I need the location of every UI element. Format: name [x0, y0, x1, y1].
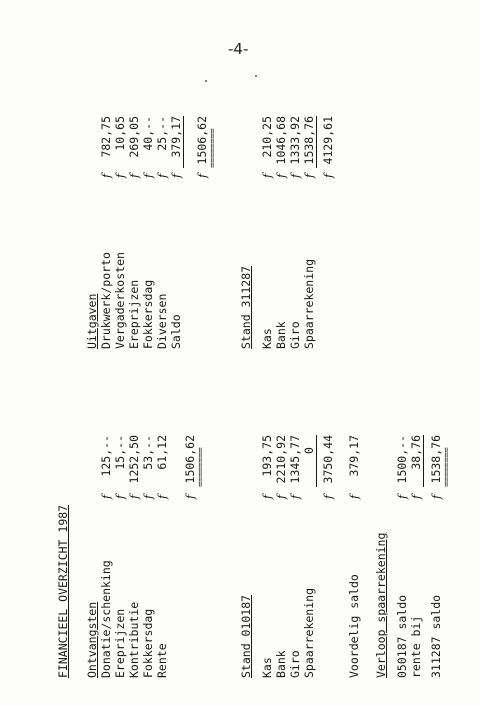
stand-start-amount: 2210,92 — [274, 435, 288, 484]
income-amount: 125,-- — [99, 435, 113, 477]
subtotal-rule — [183, 116, 184, 168]
stand-end-total: 4129,61 — [321, 116, 335, 165]
currency-symbol: f — [260, 494, 274, 499]
stand-start-label: Bank — [274, 650, 288, 678]
subtotal-rule — [423, 435, 424, 487]
income-row-label: Fokkersdag — [141, 608, 155, 678]
currency-symbol: f — [127, 173, 141, 178]
stand-end-label: Bank — [274, 321, 288, 349]
expense-row-label: Fokkersdag — [141, 279, 155, 349]
stand-start-amount: 1345,77 — [288, 435, 302, 484]
double-rule: ======== — [442, 447, 452, 487]
stand-start-heading: Stand 010187 — [239, 594, 253, 678]
expense-amount: 25,-- — [155, 116, 169, 151]
stand-end-label: Kas — [260, 328, 274, 349]
stand-start-amount: 193,75 — [260, 435, 274, 477]
savings-final-amount: 1538,76 — [429, 435, 443, 484]
income-amount: 15,-- — [113, 435, 127, 470]
currency-symbol: f — [321, 173, 335, 178]
currency-symbol: f — [141, 494, 155, 499]
currency-symbol: f — [99, 173, 113, 178]
income-row-label: Ereprijzen — [113, 608, 127, 678]
income-heading: Ontvangsten — [85, 601, 99, 678]
expense-row-label: Vergaderkosten — [113, 252, 127, 349]
currency-symbol: f — [155, 494, 169, 499]
stand-end-amount: 1538,76 — [302, 116, 316, 165]
expense-amount: 40,-- — [141, 116, 155, 151]
expense-row-label: Saldo — [169, 314, 183, 349]
currency-symbol: f — [183, 494, 197, 499]
currency-symbol: f — [409, 494, 423, 499]
stand-end-label: Spaarrekening — [302, 258, 316, 349]
currency-symbol: f — [274, 173, 288, 178]
currency-symbol: f — [347, 494, 361, 499]
expense-total: 1506,62 — [195, 116, 209, 165]
subtotal-rule — [316, 116, 317, 168]
expense-amount: 782,75 — [99, 116, 113, 158]
income-row-label: Kontributie — [127, 601, 141, 678]
currency-symbol: f — [260, 173, 274, 178]
expense-row-label: Ereprijzen — [127, 279, 141, 349]
income-amount: 61,12 — [155, 435, 169, 470]
savings-heading: Verloop spaarrekening — [374, 532, 388, 678]
stand-start-amount: 0 — [302, 447, 316, 454]
income-amount: 53,-- — [141, 435, 155, 470]
currency-symbol: f — [302, 173, 316, 178]
stand-end-amount: 210,25 — [260, 116, 274, 158]
stand-end-heading: Stand 311287 — [239, 265, 253, 349]
page-number: -4- — [228, 40, 249, 58]
expense-row-label: Drukwerk/porto — [99, 252, 113, 349]
savings-amount: 1500,-- — [395, 435, 409, 484]
currency-symbol: f — [288, 173, 302, 178]
income-total: 1506,62 — [183, 435, 197, 484]
document-title: FINANCIEEL OVERZICHT 1987 — [56, 504, 70, 678]
savings-row-label: rente bij — [409, 615, 423, 678]
currency-symbol: f — [274, 494, 288, 499]
savings-amount: 38,76 — [409, 435, 423, 470]
currency-symbol: f — [195, 173, 209, 178]
savings-row-label: 050187 saldo — [395, 594, 409, 678]
currency-symbol: f — [155, 173, 169, 178]
currency-symbol: f — [429, 494, 443, 499]
income-row-label: Rente — [155, 643, 169, 678]
income-amount: 1252,50 — [127, 435, 141, 484]
expense-amount: 379,17 — [169, 116, 183, 158]
double-rule: ======== — [196, 447, 206, 487]
expense-row-label: Diversen — [155, 293, 169, 349]
currency-symbol: f — [141, 173, 155, 178]
stand-start-total: 3750,44 — [321, 435, 335, 484]
currency-symbol: f — [113, 173, 127, 178]
surplus-amount: 379,17 — [347, 435, 361, 477]
surplus-label: Voordelig saldo — [347, 574, 361, 678]
income-row-label: Donatie/schenking — [99, 560, 113, 678]
currency-symbol: f — [321, 494, 335, 499]
subtotal-rule — [316, 435, 317, 487]
stand-end-label: Giro — [288, 321, 302, 349]
currency-symbol: f — [395, 494, 409, 499]
expenses-heading: Uitgaven — [85, 293, 99, 349]
currency-symbol: f — [99, 494, 113, 499]
stand-start-label: Spaarrekening — [302, 587, 316, 678]
stand-start-label: Giro — [288, 650, 302, 678]
expense-amount: 269,05 — [127, 116, 141, 158]
currency-symbol: f — [113, 494, 127, 499]
currency-symbol: f — [127, 494, 141, 499]
stand-end-amount: 1046,68 — [274, 116, 288, 165]
currency-symbol: f — [288, 494, 302, 499]
currency-symbol: f — [169, 173, 183, 178]
expense-amount: 10,65 — [113, 116, 127, 151]
savings-final-label: 311287 saldo — [429, 594, 443, 678]
double-rule: ======== — [208, 128, 218, 168]
stand-start-label: Kas — [260, 657, 274, 678]
stand-end-amount: 1333,92 — [288, 116, 302, 165]
